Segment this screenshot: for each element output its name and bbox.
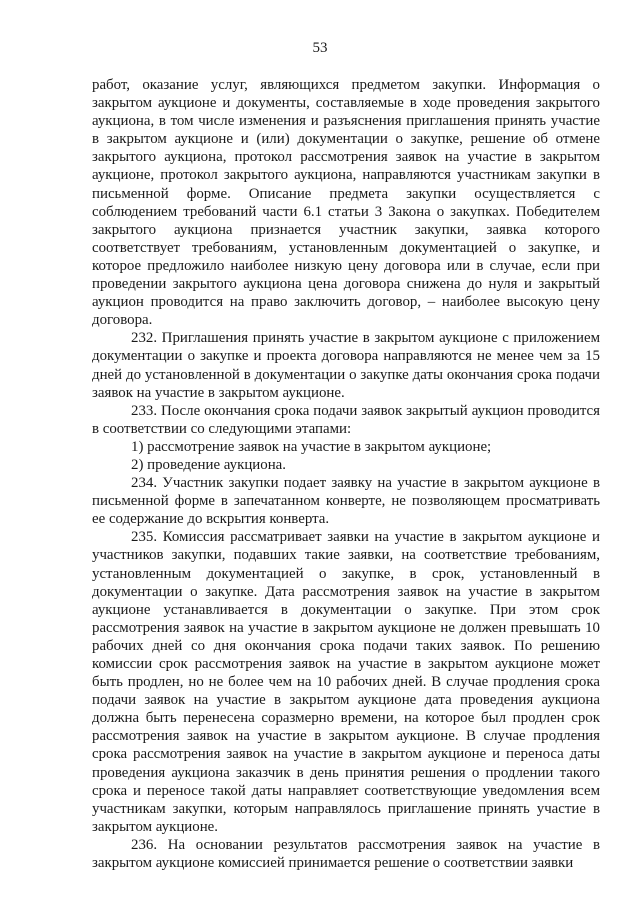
document-body [92, 76, 600, 872]
list-item-1: 1) рассмотрение заявок на участие в закрытом аукционе; [131, 438, 492, 455]
paragraph-234: 234. Участник закупки подает заявку на участие в закрытом аукционе в письменной форме в запечатанном конверте, не позволяющем просматривать ее содержание до вскрытия конверта. [92, 475, 600, 528]
paragraph-continuation: работ, оказание услуг, являющихся предметом закупки. Информация о закрытом аукционе и документы, составляемые в ходе проведения закрытого аукциона, в том числе изменения и разъяснения приглашения принять участие в закрытом аукционе и (или) документации о закупке, решение об отмене закрытого аукциона, протокол рассмотрения заявок на участие в закрытом аукционе, протокол закрытого аукциона, направляются участникам закупки в письменной форме. Описание предмета закупки осуществляется с соблюдением требований части 6.1 статьи 3 Закона о закупках. Победителем закрытого аукциона признается участник закупки, заявка которого соответствует требованиям, установленным документацией о закупке, и которое предложило наиболее низкую цену договора или в случае, если при проведении закрытого аукциона цена договора снижена до нуля и закрытый аукцион проводится на право заключить договор, – наиболее высокую цену договора. [92, 77, 600, 329]
page-number: 53 [312, 40, 328, 56]
paragraph-236: 236. На основании результатов рассмотрения заявок на участие в закрытом аукционе комиссией принимается решение о соответствии заявки [92, 836, 600, 872]
paragraph-235: 235. Комиссия рассматривает заявки на участие в закрытом аукционе и участников закупки, подавших такие заявки, на соответствие требованиям, установленным документацией о закупке, в срок, установленный в документации о закупке. Дата рассмотрения заявок на участие в закрытом аукционе устанавливается в документации о закупке. При этом срок рассмотрения заявок на участие в закрытом аукционе не должен превышать 10 рабочих дней со дня окончания срока подачи таких заявок. По решению комиссии срок рассмотрения заявок на участие в закрытом аукционе может быть продлен, но не более чем на 10 рабочих дней. В случае продления срока подачи заявок на участие в закрытом аукционе дата проведения аукциона должна быть перенесена соразмерно времени, на которое был продлен срок рассмотрения заявок на участие в закрытом аукционе. В случае продления срока рассмотрения заявок на участие в закрытом аукционе и переноса даты проведения аукциона заказчик в день принятия решения о продлении такого срока и переносе такой даты направляет соответствующие уведомления всем участникам закупки, которым направлялось приглашение принять участие в закрытом аукционе. [92, 529, 600, 835]
list-item-2: 2) проведение аукциона. [131, 456, 287, 473]
paragraph-232: 232. Приглашения принять участие в закрытом аукционе с приложением документации о закупке и проекта договора направляются не менее чем за 15 дней до установленной в документации о закупке даты окончания срока подачи заявок на участие в закрытом аукционе. [92, 330, 600, 401]
paragraph-233: 233. После окончания срока подачи заявок закрытый аукцион проводится в соответствии со следующими этапами: [92, 402, 600, 437]
